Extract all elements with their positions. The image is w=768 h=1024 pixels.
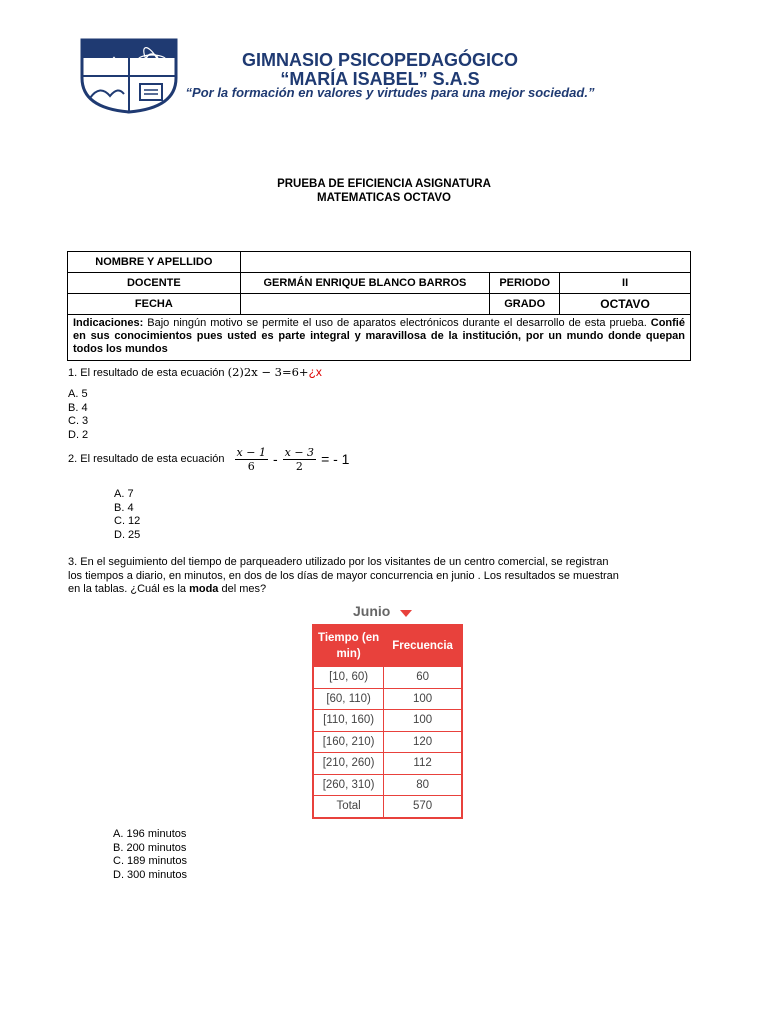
question-2-text: 2. El resultado de esta ecuación xyxy=(68,453,225,465)
name-label: NOMBRE Y APELLIDO xyxy=(68,252,241,273)
frequency-cell: 100 xyxy=(384,710,462,732)
interval-cell: [260, 310) xyxy=(313,774,384,796)
interval-cell: [60, 110) xyxy=(313,688,384,710)
question-2 xyxy=(68,443,349,475)
period-label: PERIODO xyxy=(490,273,560,294)
table-row xyxy=(313,753,462,775)
table-row xyxy=(313,731,462,753)
date-field[interactable] xyxy=(240,294,490,315)
question-1-text: 1. El resultado de esta ecuación xyxy=(68,367,228,379)
interval-cell: [110, 160) xyxy=(313,710,384,732)
date-label: FECHA xyxy=(68,294,241,315)
test-title: PRUEBA DE EFICIENCIA ASIGNATURA xyxy=(277,178,491,190)
table-row xyxy=(313,667,462,689)
question-1 xyxy=(68,366,322,381)
instructions-label: Indicaciones: xyxy=(73,317,144,329)
q1-option-d[interactable]: D. 2 xyxy=(68,428,89,441)
instructions-bold: Confié en sus conocimientos pues usted es parte integral y maravillosa de la institución, por un mundo donde quepan todos los mundos xyxy=(73,317,685,355)
question-3-line-1: 3. En el seguimiento del tiempo de parqueadero utilizado por los visitantes de un centro comercial, se registran xyxy=(68,556,609,568)
fraction-1-numerator: x − 1 xyxy=(236,445,266,459)
interval-cell: [160, 210) xyxy=(313,731,384,753)
fraction-2-numerator: x − 3 xyxy=(284,445,315,459)
question-1-expression-tail: ¿x xyxy=(308,365,322,379)
column-header-time: Tiempo (en min) xyxy=(313,625,384,667)
question-3-line-3-start: en la tablas. ¿Cuál es la xyxy=(68,583,190,595)
school-name-line1: GIMNASIO PSICOPEDAGÓGICO xyxy=(241,50,519,70)
question-3 xyxy=(68,556,708,597)
question-1-options xyxy=(68,388,88,442)
question-3-line-3-end: del mes? xyxy=(218,583,267,595)
q2-option-d[interactable]: D. 25 xyxy=(114,528,141,541)
frequency-cell: 120 xyxy=(384,731,462,753)
school-name-line2: “MARÍA ISABEL” S.A.S xyxy=(280,69,480,89)
fraction-1-denominator: 6 xyxy=(247,459,255,473)
teacher-label: DOCENTE xyxy=(68,273,241,294)
dropdown-arrow-icon xyxy=(400,610,412,617)
table-row xyxy=(313,688,462,710)
grade-value: OCTAVO xyxy=(560,294,691,315)
instructions xyxy=(68,315,691,361)
q1-option-c[interactable]: C. 3 xyxy=(68,415,89,428)
period-value: II xyxy=(560,273,691,294)
table-row xyxy=(313,710,462,732)
equation-rhs: = - 1 xyxy=(321,451,350,467)
question-3-keyword: moda xyxy=(189,583,219,595)
frequency-cell: 112 xyxy=(384,753,462,775)
interval-cell: [210, 260) xyxy=(313,753,384,775)
q2-option-a[interactable]: A. 7 xyxy=(114,488,134,500)
q1-option-a[interactable]: A. 5 xyxy=(68,388,88,400)
q3-option-a[interactable]: A. 196 minutos xyxy=(113,828,187,840)
minus-sign: - xyxy=(272,451,278,467)
total-label-cell: Total xyxy=(313,796,384,818)
fraction-2 xyxy=(283,446,316,473)
question-3-options xyxy=(113,828,187,882)
table-total-row xyxy=(313,796,462,818)
q3-option-d[interactable]: D. 300 minutos xyxy=(113,868,187,881)
test-subtitle: MATEMATICAS OCTAVO xyxy=(317,192,451,204)
column-header-frequency: Frecuencia xyxy=(384,625,462,667)
fraction-2-denominator: 2 xyxy=(295,459,303,473)
total-value-cell: 570 xyxy=(384,796,462,818)
frequency-cell: 60 xyxy=(384,667,462,689)
teacher-value: GERMÁN ENRIQUE BLANCO BARROS xyxy=(240,273,490,294)
fraction-1 xyxy=(235,446,268,473)
grade-label: GRADO xyxy=(490,294,560,315)
q2-option-b[interactable]: B. 4 xyxy=(114,501,134,514)
student-info-table xyxy=(67,251,691,361)
q3-option-c[interactable]: C. 189 minutos xyxy=(113,855,187,868)
interval-cell: [10, 60) xyxy=(313,667,384,689)
frequency-cell: 80 xyxy=(384,774,462,796)
q2-option-c[interactable]: C. 12 xyxy=(114,515,141,528)
q3-option-b[interactable]: B. 200 minutos xyxy=(113,841,187,854)
table-row xyxy=(313,774,462,796)
question-1-expression: (2)2x − 3=6+ xyxy=(227,365,309,379)
q1-option-b[interactable]: B. 4 xyxy=(68,401,88,414)
question-3-line-2: los tiempos a diario, en minutos, en dos de los días de mayor concurrencia en junio . Los resultados se muestran xyxy=(68,569,619,582)
instructions-text: Bajo ningún motivo se permite el uso de aparatos electrónicos durante el desarrollo de esta prueba. xyxy=(143,317,651,329)
table-title: Junio xyxy=(353,603,391,619)
name-field[interactable] xyxy=(240,252,690,273)
question-3-line-3 xyxy=(68,583,708,597)
frequency-cell: 100 xyxy=(384,688,462,710)
frequency-table xyxy=(312,624,463,819)
question-2-options xyxy=(114,488,140,542)
school-logo xyxy=(80,38,178,114)
school-motto: “Por la formación en valores y virtudes para una mejor sociedad.” xyxy=(185,85,595,100)
